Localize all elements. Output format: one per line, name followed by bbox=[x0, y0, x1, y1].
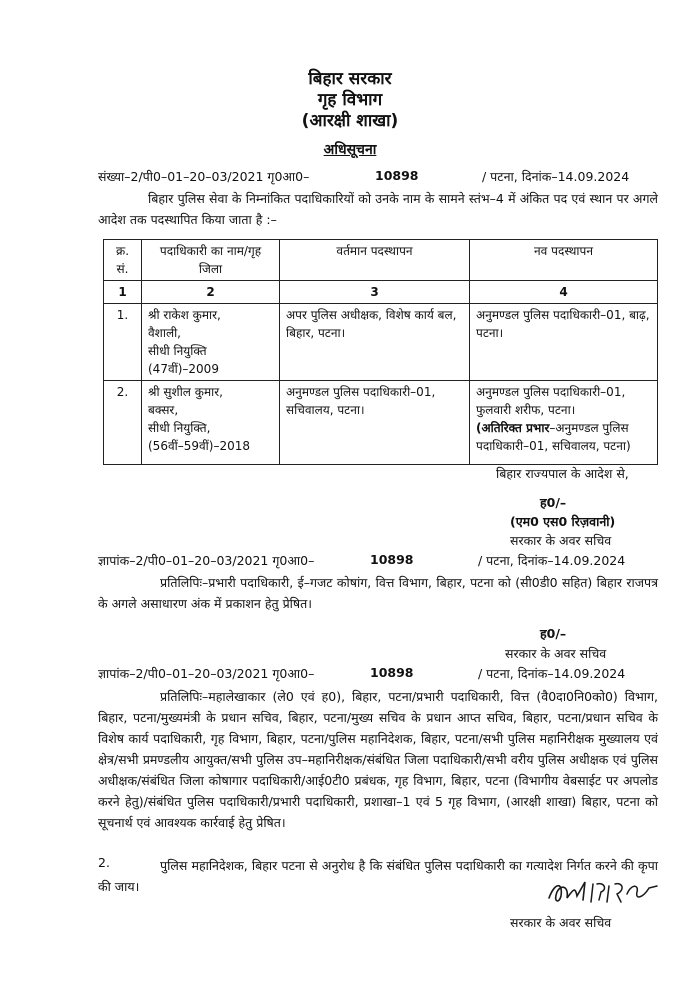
row-new-posting bbox=[470, 304, 658, 381]
memo-number-label: ज्ञापांक–2/पी0–01–20–03/2021 गृ0आ0– bbox=[98, 553, 315, 568]
header-serial: क्र. सं. bbox=[104, 240, 142, 281]
memo-number-label: ज्ञापांक–2/पी0–01–20–03/2021 गृ0आ0– bbox=[98, 666, 315, 681]
new-posting-text: अनुमण्डल पुलिस पदाधिकारी–01, फुलवारी शरीफ, पटना। bbox=[476, 385, 626, 417]
additional-charge-label: (अतिरिक्त प्रभार bbox=[476, 421, 550, 435]
col-number: 2 bbox=[142, 281, 280, 304]
officer-batch: (47वीं)–2009 bbox=[148, 362, 219, 376]
signatory-name: (एम0 एस0 रिज़वानी) bbox=[510, 514, 616, 529]
column-number-row bbox=[104, 281, 658, 304]
row-serial: 2. bbox=[104, 381, 142, 465]
memo-place-date: / पटना, दिनांक–14.09.2024 bbox=[478, 553, 626, 568]
signatory-title: सरकार के अवर सचिव bbox=[505, 646, 607, 661]
memo-place-date: / पटना, दिनांक–14.09.2024 bbox=[478, 666, 626, 681]
order-place-date: / पटना, दिनांक–14.09.2024 bbox=[482, 169, 630, 184]
govt-title: बिहार सरकार bbox=[308, 69, 392, 89]
officer-batch: (56वीं–59वीं)–2018 bbox=[148, 439, 251, 453]
signatory-title: सरकार के अवर सचिव bbox=[510, 915, 612, 930]
handwritten-signature bbox=[545, 876, 665, 910]
officer-appointment: सीधी नियुक्ति bbox=[148, 344, 207, 358]
signed-mark: ह0/– bbox=[540, 495, 567, 510]
header-officer: पदाधिकारी का नाम/गृह जिला bbox=[142, 240, 280, 281]
memo-copy-text: प्रतिलिपिः–प्रभारी पदाधिकारी, ई–गजट कोषांग, वित्त विभाग, बिहार, पटना को (सी0डी0 सहित) बिहार राजपत्र के अगले असाधारण अंक में प्रकाशन हेतु प्रेषित। bbox=[98, 575, 658, 611]
governor-order: बिहार राज्यपाल के आदेश से, bbox=[496, 466, 629, 481]
row-current-posting: अपर पुलिस अधीक्षक, विशेष कार्य बल, बिहार, पटना। bbox=[280, 304, 470, 381]
new-posting-text: अनुमण्डल पुलिस पदाधिकारी–01, बाढ़, पटना। bbox=[476, 308, 650, 340]
col-number: 3 bbox=[280, 281, 470, 304]
memo-number: 10898 bbox=[370, 552, 414, 567]
officer-district: बक्सर, bbox=[148, 403, 179, 417]
col-number: 1 bbox=[104, 281, 142, 304]
memo-number: 10898 bbox=[370, 665, 414, 680]
order-intro: बिहार पुलिस सेवा के निम्नांकित पदाधिकारियों को उनके नाम के सामने स्तंभ–4 में अंकित पद एवं स्थान पर अगले आदेश तक पदस्थापित किया जाता है :– bbox=[98, 191, 658, 227]
header-new-posting: नव पदस्थापन bbox=[470, 240, 658, 281]
posting-table bbox=[103, 239, 658, 465]
table-row bbox=[104, 304, 658, 381]
order-number-label: संख्या–2/पी0–01–20–03/2021 गृ0आ0– bbox=[98, 169, 310, 184]
officer-appointment: सीधी नियुक्ति, bbox=[148, 421, 211, 435]
officer-district: वैशाली, bbox=[148, 326, 181, 340]
department-title: गृह विभाग bbox=[317, 90, 383, 110]
table-row bbox=[104, 381, 658, 465]
officer-name: श्री सुशील कुमार, bbox=[148, 385, 223, 399]
notification-heading: अधिसूचना bbox=[323, 142, 377, 158]
row-officer bbox=[142, 381, 280, 465]
order-number: 10898 bbox=[375, 168, 419, 183]
additional-charge-text: –अनुमण्डल पुलिस पदाधिकारी–01, सचिवालय, पटना) bbox=[476, 421, 631, 453]
header-current-posting: वर्तमान पदस्थापन bbox=[280, 240, 470, 281]
signatory-title: सरकार के अवर सचिव bbox=[510, 533, 612, 548]
point-number: 2. bbox=[98, 855, 110, 870]
additional-charge bbox=[476, 419, 651, 455]
officer-name: श्री राकेश कुमार, bbox=[148, 308, 221, 322]
memo-distribution-text: प्रतिलिपिः–महालेखाकार (ले0 एवं ह0), बिहार, पटना/प्रभारी पदाधिकारी, वित्त (वै0दा0नि0को0) विभाग, बिहार, पटना/मुख्यमंत्री के प्रधान सचिव, बिहार, पटना/मुख्य सचिव के प्रधान आप्त सचिव, बिहार, पटना/प्रधान सचिव के विशेष कार्य पदाधिकारी, गृह विभाग, बिहार, पटना/पुलिस महानिदेशक, बिहार, पटना/सभी पुलिस महानिरीक्षक मुख्यालय एवं क्षेत्र/सभी प्रमण्डलीय आयुक्त/सभी पुलिस उप–महानिरीक्षक/संबंधित जिला पदाधिकारी/सभी वरीय पुलिस अधीक्षक एवं पुलिस अधीक्षक/संबंधित जिला कोषागार पदाधिकारी/आई0टी0 प्रबंधक, गृह विभाग, बिहार, पटना (विभागीय वेबसाईट पर अपलोड करने हेतु)/संबंधित पुलिस पदाधिकारी/प्रभारी पदाधिकारी, प्रशाखा–1 एवं 5 गृह विभाग, (आरक्षी शाखा) बिहार, पटना को सूचनार्थ एवं आवश्यक कार्रवाई हेतु प्रेषित। bbox=[98, 689, 658, 830]
row-officer bbox=[142, 304, 280, 381]
row-current-posting: अनुमण्डल पुलिस पदाधिकारी–01, सचिवालय, पटना। bbox=[280, 381, 470, 465]
point-text: पुलिस महानिदेशक, बिहार पटना से अनुरोध है कि संबंधित पुलिस पदाधिकारी का गत्यादेश निर्गत करने की कृपा की जाय। bbox=[98, 858, 658, 894]
branch-title: (आरक्षी शाखा) bbox=[301, 111, 399, 131]
row-serial: 1. bbox=[104, 304, 142, 381]
row-new-posting bbox=[470, 381, 658, 465]
table-header-row bbox=[104, 240, 658, 281]
signed-mark: ह0/– bbox=[540, 626, 567, 641]
col-number: 4 bbox=[470, 281, 658, 304]
